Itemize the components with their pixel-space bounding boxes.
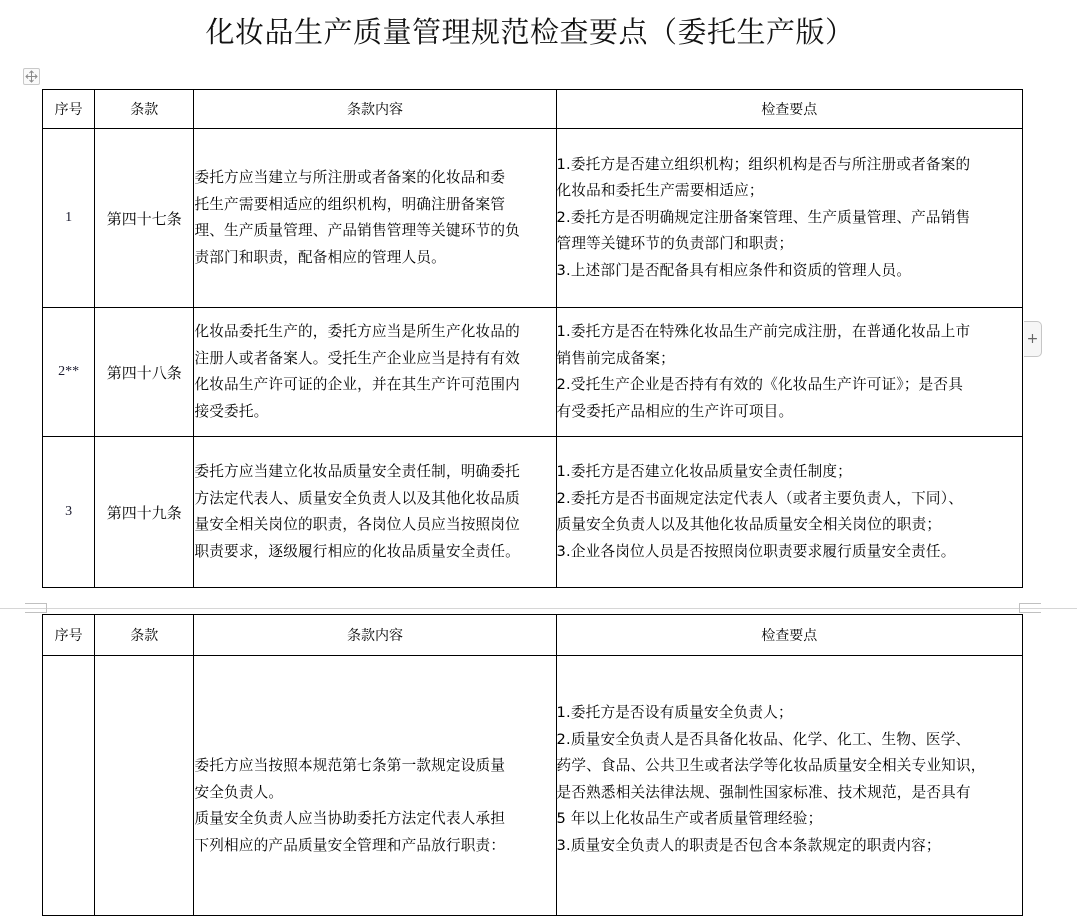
add-row-button[interactable]: + xyxy=(1024,321,1042,357)
table-row xyxy=(43,437,1023,588)
check-line: 3.质量安全负责人的职责是否包含本条款规定的职责内容； xyxy=(556,836,941,854)
table-header-row xyxy=(43,90,1023,129)
content-line: 量安全相关岗位的职责，各岗位人员应当按照岗位 xyxy=(194,516,520,533)
row-check-points[interactable] xyxy=(556,437,1022,588)
check-line: 1.委托方是否建立组织机构；组织机构是否与所注册或者备案的 xyxy=(556,155,971,173)
check-line: 3.上述部门是否配备具有相应条件和资质的管理人员。 xyxy=(556,261,912,279)
table-move-handle[interactable] xyxy=(23,68,40,85)
row-check-points[interactable] xyxy=(556,308,1022,437)
check-line: 2.委托方是否明确规定注册备案管理、生产质量管理、产品销售 xyxy=(556,208,971,226)
inspection-table-page-1 xyxy=(42,89,1023,588)
check-line: 2.委托方是否书面规定法定代表人（或者主要负责人，下同）、 xyxy=(556,489,964,507)
inspection-table-page-2 xyxy=(42,614,1023,916)
row-number: 1 xyxy=(43,129,95,308)
content-line: 接受委托。 xyxy=(194,402,269,420)
content-line: 委托方应当建立化妆品质量安全责任制，明确委托 xyxy=(194,463,520,480)
content-line: 注册人或者备案人。受托生产企业应当是持有有效 xyxy=(194,349,520,367)
content-line: 理、生产质量管理、产品销售管理等关键环节的负 xyxy=(194,222,520,239)
content-line: 化妆品委托生产的，委托方应当是所生产化妆品的 xyxy=(194,323,520,340)
table-header-row xyxy=(43,615,1023,656)
content-line: 质量安全负责人应当协助委托方法定代表人承担 xyxy=(194,810,506,827)
row-content[interactable] xyxy=(194,437,556,588)
check-line: 是否熟悉相关法律法规、强制性国家标准、技术规范，是否具有 xyxy=(556,783,971,801)
check-line: 药学、食品、公共卫生或者法学等化妆品质量安全相关专业知识， xyxy=(556,757,986,774)
content-line: 方法定代表人、质量安全负责人以及其他化妆品质 xyxy=(194,489,520,507)
page-corner-mark-left xyxy=(25,603,47,613)
check-line: 1.委托方是否设有质量安全负责人； xyxy=(556,704,793,721)
check-line: 1.委托方是否建立化妆品质量安全责任制度； xyxy=(556,463,852,480)
header-no: 序号 xyxy=(43,90,95,129)
row-article xyxy=(95,656,194,916)
header-article: 条款 xyxy=(95,615,194,656)
header-no: 序号 xyxy=(43,615,95,656)
content-line: 托生产需要相适应的组织机构，明确注册备案管 xyxy=(194,195,506,213)
table-row xyxy=(43,129,1023,308)
content-line: 化妆品生产许可证的企业，并在其生产许可范围内 xyxy=(194,376,520,393)
row-number: 3 xyxy=(43,437,95,588)
table-row xyxy=(43,656,1023,916)
content-line: 责部门和职责，配备相应的管理人员。 xyxy=(194,248,446,266)
row-number xyxy=(43,656,95,916)
check-line: 化妆品和委托生产需要相适应； xyxy=(556,182,764,200)
page-corner-mark-right xyxy=(1019,603,1041,613)
content-line: 安全负责人。 xyxy=(194,783,284,801)
move-arrows-icon xyxy=(25,70,38,83)
check-line: 销售前完成备案； xyxy=(556,349,675,367)
header-content: 条款内容 xyxy=(194,90,556,129)
row-content[interactable] xyxy=(194,129,556,308)
check-line: 5 年以上化妆品生产或者质量管理经验； xyxy=(556,810,823,827)
row-article: 第四十八条 xyxy=(95,308,194,437)
header-check-points: 检查要点 xyxy=(556,90,1022,129)
header-article: 条款 xyxy=(95,90,194,129)
document-title: 化妆品生产质量管理规范检查要点（委托生产版） xyxy=(205,15,855,49)
header-check-points: 检查要点 xyxy=(556,615,1022,656)
header-content: 条款内容 xyxy=(194,615,556,656)
content-line: 下列相应的产品质量安全管理和产品放行职责： xyxy=(194,836,506,854)
content-line: 委托方应当建立与所注册或者备案的化妆品和委 xyxy=(194,169,506,186)
check-line: 有受委托产品相应的生产许可项目。 xyxy=(556,402,794,420)
check-line: 2.质量安全负责人是否具备化妆品、化学、化工、生物、医学、 xyxy=(556,730,971,748)
content-line: 职责要求，逐级履行相应的化妆品质量安全责任。 xyxy=(194,542,520,560)
page-break-divider xyxy=(0,608,1077,609)
row-content[interactable] xyxy=(194,308,556,437)
row-content[interactable] xyxy=(194,656,556,916)
row-article: 第四十九条 xyxy=(95,437,194,588)
check-line: 3.企业各岗位人员是否按照岗位职责要求履行质量安全责任。 xyxy=(556,542,956,560)
check-line: 2.受托生产企业是否持有有效的《化妆品生产许可证》；是否具 xyxy=(556,376,964,393)
row-article: 第四十七条 xyxy=(95,129,194,308)
check-line: 质量安全负责人以及其他化妆品质量安全相关岗位的职责； xyxy=(556,516,942,533)
row-number: 2** xyxy=(43,308,95,437)
row-check-points[interactable] xyxy=(556,656,1022,916)
table-row xyxy=(43,308,1023,437)
check-line: 管理等关键环节的负责部门和职责； xyxy=(556,235,794,253)
row-check-points[interactable] xyxy=(556,129,1022,308)
content-line: 委托方应当按照本规范第七条第一款规定设质量 xyxy=(194,757,506,774)
check-line: 1.委托方是否在特殊化妆品生产前完成注册，在普通化妆品上市 xyxy=(556,323,971,340)
